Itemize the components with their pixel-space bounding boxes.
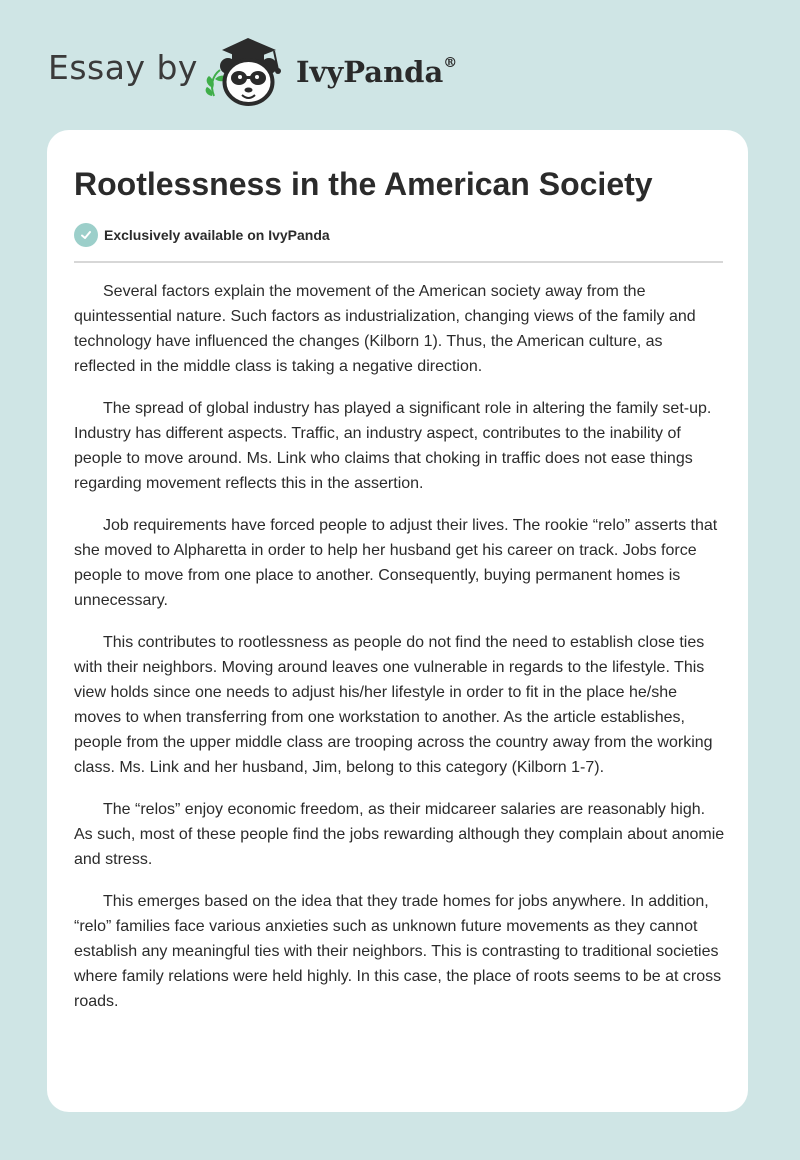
paragraph: This emerges based on the idea that they trade homes for jobs anywhere. In addition, “relo” families face various anxieties such as unknown future movements as they cannot establish any meaningful ties with their neighbors. This is contrasting to traditional societies where family relations were held highly. In this case, the place of roots seems to be at cross roads.: [74, 893, 722, 1010]
brand-name: IvyPanda: [296, 55, 444, 89]
paragraph: This contributes to rootlessness as people do not find the need to establish close ties with their neighbors. Moving around leaves one vulnerable in regards to the lifestyle. This view holds since one needs to adjust his/her lifestyle in order to fit in the place he/she moves to when transferring from one workstation to another. As the article establishes, people from the upper middle class are trooping across the country away from the working class. Ms. Link and her husband, Jim, belong to this category (Kilborn 1-7).: [74, 634, 713, 776]
paragraph: Job requirements have forced people to adjust their lives. The rookie “relo” asserts that she moved to Alpharetta in order to help her husband get his career on track. Jobs force people to move from one place to another. Consequently, buying permanent homes is unnecessary.: [74, 517, 718, 609]
check-icon: [74, 223, 98, 247]
page-title: Rootlessness in the American Society: [74, 166, 653, 202]
brand-logo-text: [296, 55, 457, 89]
essay-card: [47, 130, 748, 1112]
essay-body: [74, 279, 725, 1031]
registered-mark: ®: [443, 55, 458, 72]
panda-graduate-icon: [200, 30, 295, 110]
paragraph: The “relos” enjoy economic freedom, as their midcareer salaries are reasonably high. As such, most of these people find the jobs rewarding although they complain about anomie and stress.: [74, 801, 725, 868]
exclusive-badge: [74, 223, 330, 247]
exclusive-badge-label: Exclusively available on IvyPanda: [104, 227, 330, 243]
paragraph: Several factors explain the movement of the American society away from the quintessential nature. Such factors as industrialization, changing views of the family and technology have influenced the changes (Kilborn 1). Thus, the American culture, as reflected in the middle class is taking a negative direction.: [74, 283, 696, 375]
paragraph: The spread of global industry has played a significant role in altering the family set-up. Industry has different aspects. Traffic, an industry aspect, contributes to the inability of people to move around. Ms. Link who claims that choking in traffic does not ease things regarding movement reflects this in the assertion.: [74, 400, 712, 492]
essay-by-label: Essay by: [48, 48, 198, 87]
title-divider: [74, 261, 723, 263]
site-header: [0, 0, 800, 130]
